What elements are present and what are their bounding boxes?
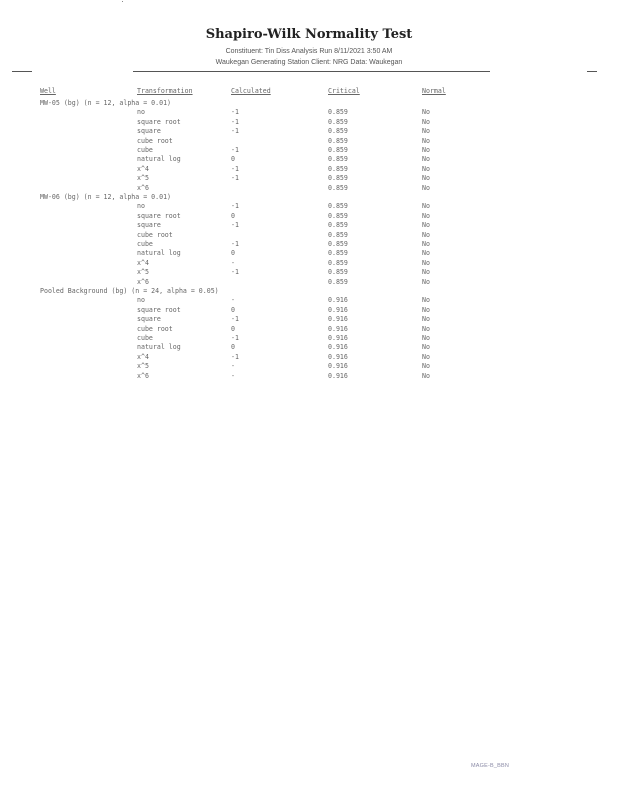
table-row: [0, 155, 618, 164]
report-subtitle-run: Constituent: Tin Diss Analysis Run 8/11/2021 3:50 AM: [225, 48, 393, 55]
table-row: [0, 268, 618, 277]
normal-cell: No: [422, 352, 430, 361]
footer-id: MAGE-B_BBN: [471, 763, 510, 769]
calculated-cell: -: [231, 371, 235, 380]
column-header-calculated: Calculated: [231, 87, 271, 95]
critical-cell: 0.916: [328, 343, 348, 352]
transformation-cell: x^4: [137, 352, 149, 361]
critical-cell: 0.859: [328, 230, 348, 239]
table-row: [0, 118, 618, 127]
transformation-cell: square: [137, 315, 161, 324]
normal-cell: No: [422, 334, 430, 342]
critical-cell: 0.859: [328, 221, 348, 230]
table-row: [0, 315, 618, 324]
critical-cell: 0.859: [328, 277, 348, 286]
transformation-cell: x^4: [137, 164, 149, 173]
normal-cell: No: [422, 324, 430, 333]
group-label: Pooled Background (bg) (n = 24, alpha = 0.05): [40, 287, 219, 295]
table-row: [0, 343, 618, 352]
transformation-cell: square: [137, 221, 161, 230]
table-row: [0, 146, 618, 155]
transformation-cell: no: [137, 108, 145, 117]
calculated-cell: -: [231, 296, 235, 305]
table-row: [0, 137, 618, 146]
normal-cell: No: [422, 296, 430, 305]
critical-cell: 0.859: [328, 127, 348, 136]
critical-cell: 0.859: [328, 174, 348, 183]
critical-cell: 0.916: [328, 362, 348, 371]
normal-cell: No: [422, 211, 430, 220]
normal-cell: No: [422, 258, 430, 267]
critical-cell: 0.916: [328, 324, 348, 333]
table-row: [0, 221, 618, 230]
critical-cell: 0.859: [328, 146, 348, 154]
table-row: [0, 325, 618, 334]
calculated-cell: -1: [231, 146, 239, 154]
critical-cell: 0.916: [328, 296, 348, 305]
table-row: [0, 296, 618, 305]
critical-cell: 0.916: [328, 334, 348, 342]
calculated-cell: 0: [231, 155, 235, 164]
critical-cell: 0.859: [328, 211, 348, 220]
calculated-cell: 0: [231, 343, 235, 352]
calculated-cell: -1: [231, 221, 239, 230]
scan-speck: [122, 1, 123, 2]
transformation-cell: no: [137, 296, 145, 305]
transformation-cell: square: [137, 127, 161, 136]
calculated-cell: -1: [231, 202, 239, 211]
normal-cell: No: [422, 136, 430, 145]
transformation-cell: x^6: [137, 277, 149, 286]
normal-cell: No: [422, 371, 430, 380]
normal-cell: No: [422, 146, 430, 154]
table-row: [0, 306, 618, 315]
column-header-transformation: Transformation: [137, 87, 193, 95]
critical-cell: 0.859: [328, 117, 348, 126]
critical-cell: 0.859: [328, 136, 348, 145]
transformation-cell: cube root: [137, 136, 173, 145]
table-row: [0, 231, 618, 240]
table-row: [0, 362, 618, 371]
table-row: [0, 212, 618, 221]
normal-cell: No: [422, 362, 430, 371]
header-rule: [133, 71, 490, 72]
calculated-cell: -1: [231, 174, 239, 183]
calculated-cell: -1: [231, 315, 239, 324]
transformation-cell: x^5: [137, 174, 149, 183]
transformation-cell: square root: [137, 305, 181, 314]
critical-cell: 0.859: [328, 183, 348, 192]
calculated-cell: -1: [231, 240, 239, 248]
header-rule-right: [587, 71, 597, 72]
calculated-cell: -: [231, 362, 235, 371]
table-row: [0, 108, 618, 117]
table-row: [0, 249, 618, 258]
normal-cell: No: [422, 164, 430, 173]
normal-cell: No: [422, 230, 430, 239]
critical-cell: 0.916: [328, 315, 348, 324]
calculated-cell: -1: [231, 164, 239, 173]
transformation-cell: x^6: [137, 371, 149, 380]
table-row: [0, 174, 618, 183]
calculated-cell: 0: [231, 211, 235, 220]
transformation-cell: x^6: [137, 183, 149, 192]
column-header-well: Well: [40, 87, 56, 95]
critical-cell: 0.916: [328, 371, 348, 380]
critical-cell: 0.859: [328, 268, 348, 277]
header-rule-left: [12, 71, 32, 72]
table-row: [0, 165, 618, 174]
calculated-cell: -1: [231, 117, 239, 126]
critical-cell: 0.859: [328, 240, 348, 248]
transformation-cell: square root: [137, 211, 181, 220]
critical-cell: 0.916: [328, 352, 348, 361]
calculated-cell: -: [231, 258, 235, 267]
table-row: [0, 202, 618, 211]
critical-cell: 0.859: [328, 258, 348, 267]
calculated-cell: 0: [231, 305, 235, 314]
calculated-cell: 0: [231, 324, 235, 333]
calculated-cell: 0: [231, 249, 235, 258]
normal-cell: No: [422, 155, 430, 164]
group-label: MW-06 (bg) (n = 12, alpha = 0.01): [40, 193, 172, 201]
transformation-cell: square root: [137, 117, 181, 126]
normal-cell: No: [422, 183, 430, 192]
calculated-cell: -1: [231, 352, 239, 361]
transformation-cell: cube: [137, 146, 153, 154]
normal-cell: No: [422, 277, 430, 286]
table-row: [0, 240, 618, 249]
calculated-cell: -1: [231, 334, 239, 342]
column-header-critical: Critical: [328, 87, 360, 95]
table-row: [0, 353, 618, 362]
table-row: [0, 127, 618, 136]
normal-cell: No: [422, 117, 430, 126]
normal-cell: No: [422, 249, 430, 258]
critical-cell: 0.916: [328, 305, 348, 314]
normal-cell: No: [422, 343, 430, 352]
critical-cell: 0.859: [328, 249, 348, 258]
transformation-cell: cube: [137, 334, 153, 342]
group-label: MW-05 (bg) (n = 12, alpha = 0.01): [40, 99, 172, 107]
column-header-normal: Normal: [422, 87, 446, 95]
normal-cell: No: [422, 127, 430, 136]
transformation-cell: x^5: [137, 362, 149, 371]
calculated-cell: -1: [231, 268, 239, 277]
transformation-cell: x^4: [137, 258, 149, 267]
transformation-cell: natural log: [137, 343, 181, 352]
critical-cell: 0.859: [328, 164, 348, 173]
transformation-cell: no: [137, 202, 145, 211]
table-row: [0, 259, 618, 268]
critical-cell: 0.859: [328, 155, 348, 164]
calculated-cell: -1: [231, 127, 239, 136]
normal-cell: No: [422, 202, 430, 211]
transformation-cell: x^5: [137, 268, 149, 277]
transformation-cell: natural log: [137, 155, 181, 164]
table-row: [0, 334, 618, 343]
normal-cell: No: [422, 305, 430, 314]
calculated-cell: -1: [231, 108, 239, 117]
normal-cell: No: [422, 315, 430, 324]
transformation-cell: cube root: [137, 324, 173, 333]
transformation-cell: cube: [137, 240, 153, 248]
normal-cell: No: [422, 108, 430, 117]
normal-cell: No: [422, 268, 430, 277]
table-row: [0, 372, 618, 381]
table-row: [0, 278, 618, 287]
report-subtitle-site: Waukegan Generating Station Client: NRG Data: Waukegan: [215, 59, 403, 66]
transformation-cell: natural log: [137, 249, 181, 258]
critical-cell: 0.859: [328, 108, 348, 117]
normal-cell: No: [422, 240, 430, 248]
transformation-cell: cube root: [137, 230, 173, 239]
critical-cell: 0.859: [328, 202, 348, 211]
normal-cell: No: [422, 174, 430, 183]
page-title: Shapiro-Wilk Normality Test: [205, 27, 413, 42]
normal-cell: No: [422, 221, 430, 230]
table-row: [0, 184, 618, 193]
